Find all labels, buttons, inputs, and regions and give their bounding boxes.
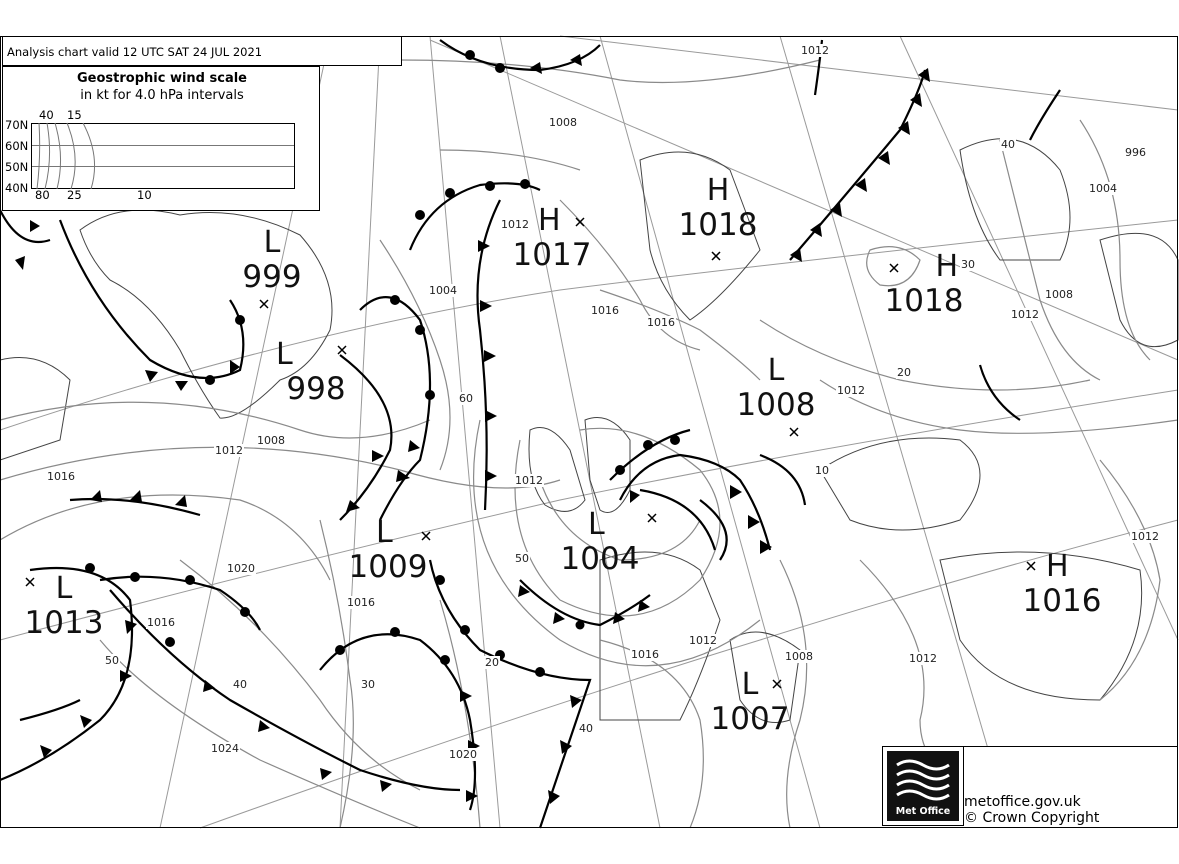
isobar-label: 1024 [211, 742, 239, 755]
system-pressure: 1018 [678, 207, 758, 243]
system-type: L [767, 353, 785, 388]
wind-scale-tick: 10 [137, 188, 152, 202]
isobar-label: 1016 [47, 470, 75, 483]
wind-scale-curves [31, 117, 111, 189]
isobar-label: 1012 [1011, 308, 1039, 321]
pressure-system-low [340, 515, 436, 585]
system-type: L [588, 507, 605, 542]
latitude-label: 20 [485, 656, 499, 669]
wind-scale-tick: 80 [35, 188, 50, 202]
isobar-label: 1012 [837, 384, 865, 397]
latitude-label: 50 [105, 654, 119, 667]
wind-scale-legend [2, 66, 320, 211]
isobar-label: 1008 [257, 434, 285, 447]
isobar-label: 1004 [1089, 182, 1117, 195]
pressure-system-low [240, 225, 304, 295]
system-pressure: 1008 [736, 387, 816, 423]
wind-scale-tick: 15 [67, 108, 82, 122]
wind-scale-subtitle: in kt for 4.0 hPa intervals [80, 88, 244, 103]
isobar-label: 1012 [501, 218, 529, 231]
logo-label: Met Office [895, 806, 951, 817]
isobar-label: 1016 [147, 616, 175, 629]
system-type: L [376, 515, 393, 550]
pressure-system-high [670, 173, 766, 243]
wind-scale-title: Geostrophic wind scale [76, 71, 247, 86]
copyright-text: © Crown Copyright [964, 810, 1100, 826]
isobar-label: 1008 [549, 116, 577, 129]
system-type: H [1046, 549, 1069, 584]
chart-title: Analysis chart valid 12 UTC SAT 24 JUL 2021 [7, 45, 263, 59]
latitude-label: 60 [459, 392, 473, 405]
met-office-logo [882, 746, 964, 826]
pressure-system-high [1014, 549, 1110, 619]
system-pressure: 1013 [24, 605, 104, 641]
isobar-label: 1012 [215, 444, 243, 457]
latitude-label: 40 [1001, 138, 1015, 151]
pressure-system-high [504, 203, 600, 273]
website-link[interactable]: metoffice.gov.uk [964, 794, 1081, 810]
system-type: H [935, 249, 958, 284]
wind-scale-tick: 40 [39, 108, 54, 122]
system-pressure: 999 [242, 259, 302, 295]
system-pressure: 1018 [884, 283, 964, 319]
isobar-label: 1012 [801, 44, 829, 57]
system-type: L [263, 225, 281, 260]
isobar-label: 1016 [631, 648, 659, 661]
isobar-label: 1020 [227, 562, 255, 575]
system-pressure: 1007 [710, 701, 790, 737]
latitude-label: 40 [579, 722, 593, 735]
latitude-label: 30 [961, 258, 975, 271]
system-pressure: 1004 [560, 541, 640, 577]
latitude-label: 40 [233, 678, 247, 691]
pressure-system-low [702, 667, 798, 737]
latitude-label: 10 [815, 464, 829, 477]
system-pressure: 1017 [512, 237, 592, 273]
pressure-system-low [552, 507, 648, 577]
met-office-wave-icon [887, 751, 959, 803]
system-pressure: 1009 [348, 549, 428, 585]
latitude-label: 20 [897, 366, 911, 379]
system-pressure: 998 [286, 371, 346, 407]
latitude-label: 30 [361, 678, 375, 691]
system-type: L [55, 571, 73, 606]
wind-scale-latitude: 60N [5, 139, 29, 153]
wind-scale-tick: 25 [67, 188, 82, 202]
isobar-label: 1004 [429, 284, 457, 297]
isobar-label: 1016 [347, 596, 375, 609]
isobar-label: 1012 [909, 652, 937, 665]
wind-scale-latitude: 50N [5, 160, 29, 174]
isobar-label: 1016 [591, 304, 619, 317]
system-type: H [706, 173, 730, 208]
isobar-label: 996 [1125, 146, 1146, 159]
system-type: L [276, 337, 293, 372]
pressure-system-low [16, 571, 112, 641]
pressure-system-high [876, 249, 972, 319]
latitude-label: 50 [515, 552, 529, 565]
system-type: H [538, 203, 561, 238]
isobar-label: 1012 [1131, 530, 1159, 543]
wind-scale-latitude: 40N [5, 181, 29, 195]
system-type: L [741, 667, 759, 702]
pressure-system-low [276, 337, 356, 407]
isobar-label: 1012 [515, 474, 543, 487]
chart-header [2, 36, 402, 66]
wind-scale-latitude: 70N [5, 118, 29, 132]
isobar-label: 1012 [689, 634, 717, 647]
isobar-label: 1008 [785, 650, 813, 663]
pressure-system-low [728, 353, 824, 423]
isobar-label: 1020 [449, 748, 477, 761]
isobar-label: 1008 [1045, 288, 1073, 301]
isobar-label: 1016 [647, 316, 675, 329]
system-pressure: 1016 [1022, 583, 1102, 619]
